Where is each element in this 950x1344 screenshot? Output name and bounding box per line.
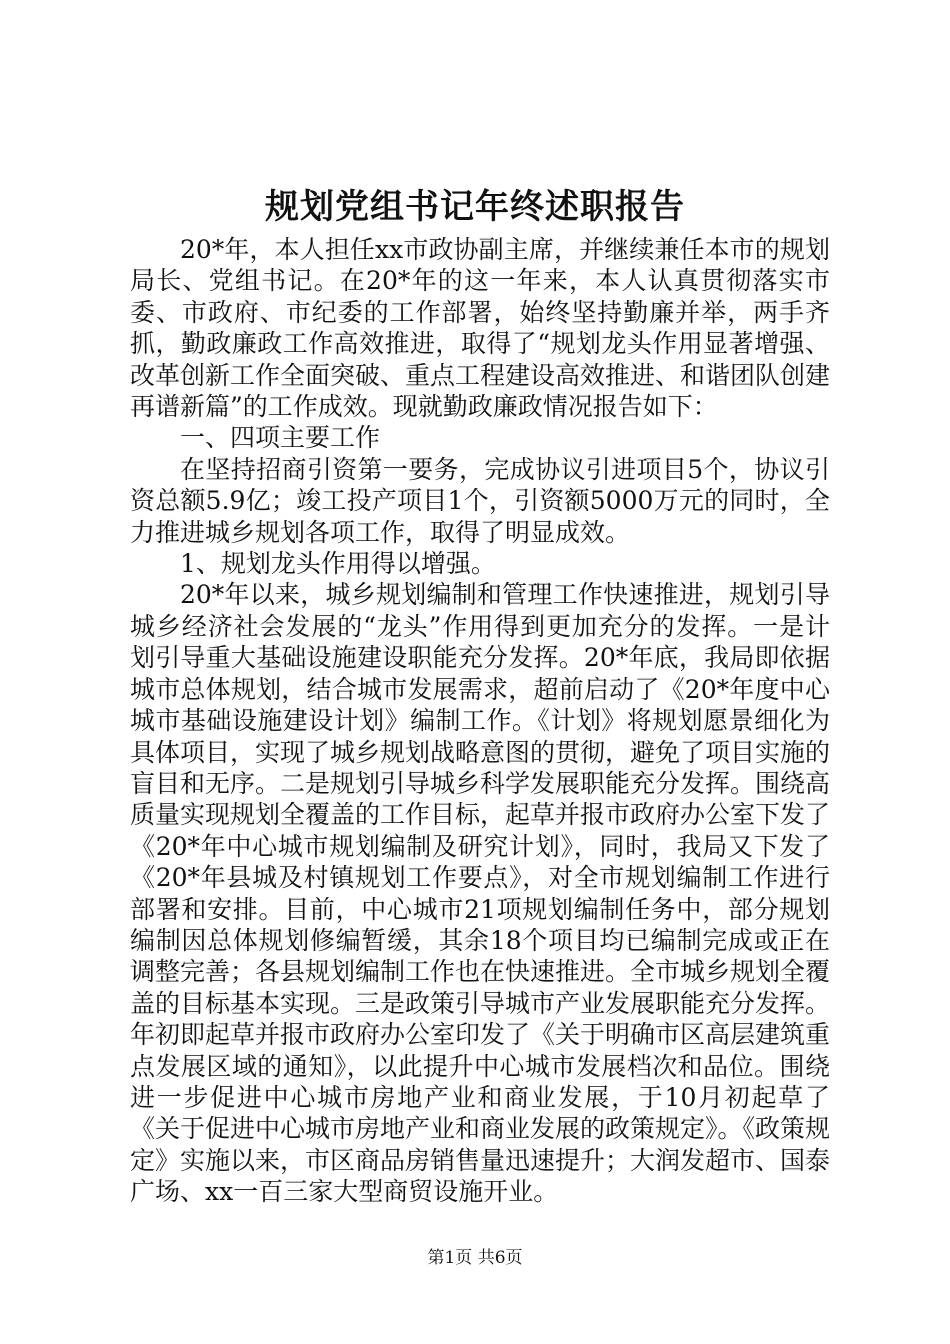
intro-paragraph: 20*年，本人担任xx市政协副主席，并继续兼任本市的规划局长、党组书记。在20*年的这一年来，本人认真贯彻落实市委、市政府、市纪委的工作部署，始终坚持勤廉并举，两手齐抓，勤政廉政工作高效推进，取得了“规划龙头作用显著增强、改革创新工作全面突破、重点工程建设高效推进、和谐团队创建再谱新篇”的工作成效。现就勤政廉政情况报告如下： — [130, 235, 831, 422]
section-heading: 一、四项主要工作 — [180, 423, 381, 453]
body-paragraph: 20*年以来，城乡规划编制和管理工作快速推进，规划引导城乡经济社会发展的“龙头”作用得到更加充分的发挥。一是计划引导重大基础设施建设职能充分发挥。20*年底，我局即依据城市总体规划，结合城市发展需求，超前启动了《20*年度中心城市基础设施建设计划》编制工作。《计划》将规划愿景细化为具体项目，实现了城乡规划战略意图的贯彻，避免了项目实施的盲目和无序。二是规划引导城乡科学发展职能充分发挥。围绕高质量实现规划全覆盖的工作目标，起草并报市政府办公室下发了《20*年中心城市规划编制及研究计划》，同时，我局又下发了《20*年县城及村镇规划工作要点》，对全市规划编制工作进行部署和安排。目前，中心城市21项规划编制任务中，部分规划编制因总体规划修编暂缓，其余18个项目均已编制完成或正在调整完善；各县规划编制工作也在快速推进。全市城乡规划全覆盖的目标基本实现。三是政策引导城市产业发展职能充分发挥。年初即起草并报市政府办公室印发了《关于明确市区高层建筑重点发展区域的通知》，以此提升中心城市发展档次和品位。围绕进一步促进中心城市房地产业和商业发展，于10月初起草了《关于促进中心城市房地产业和商业发展的政策规定》。《政策规定》实施以来，市区商品房销售量迅速提升；大润发超市、国泰广场、xx一百三家大型商贸设施开业。 — [130, 580, 831, 1207]
body-paragraph: 在坚持招商引资第一要务，完成协议引进项目5个，协议引资总额5.9亿；竣工投产项目1个，引资额5000万元的同时，全力推进城乡规划各项工作，取得了明显成效。 — [130, 454, 830, 547]
document-title: 规划党组书记年终述职报告 — [265, 187, 685, 227]
page-number-footer: 第1页 共6页 — [427, 1248, 523, 1268]
subsection-heading: 1、规划龙头作用得以增强。 — [180, 549, 496, 579]
document-body — [130, 234, 830, 1208]
